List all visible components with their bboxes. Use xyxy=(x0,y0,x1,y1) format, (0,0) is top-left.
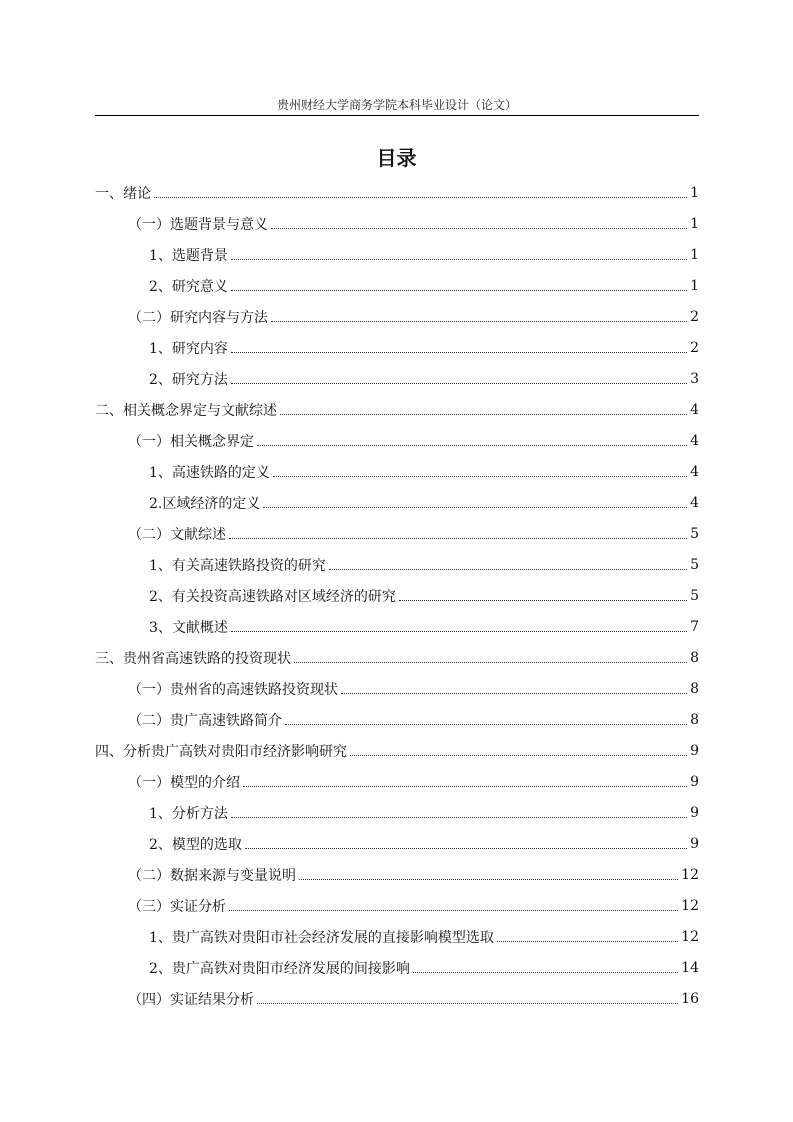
toc-entry-page: 1 xyxy=(690,184,699,201)
toc-entry-title: （二）研究内容与方法 xyxy=(128,309,268,326)
toc-entry-page: 9 xyxy=(690,742,699,759)
toc-entry[interactable] xyxy=(95,704,699,735)
toc-entry-title: （二）贵广高速铁路简介 xyxy=(128,712,282,729)
toc-entry-page: 14 xyxy=(681,959,699,976)
toc-entry-title: 二、相关概念界定与文献综述 xyxy=(95,402,277,419)
toc-leader-dots xyxy=(231,630,687,632)
toc-entry-page: 9 xyxy=(690,804,699,821)
toc-entry[interactable] xyxy=(95,828,699,859)
toc-leader-dots xyxy=(280,413,687,415)
toc-entry[interactable] xyxy=(95,890,699,921)
toc-leader-dots xyxy=(154,196,687,198)
toc-entry-page: 4 xyxy=(690,432,699,449)
toc-entry[interactable] xyxy=(95,921,699,952)
toc-entry[interactable] xyxy=(95,549,699,580)
toc-entry[interactable] xyxy=(95,952,699,983)
toc-entry-title: （一）选题背景与意义 xyxy=(128,216,268,233)
toc-entry-page: 12 xyxy=(681,866,699,883)
toc-leader-dots xyxy=(271,320,687,322)
toc-entry-page: 9 xyxy=(690,835,699,852)
toc-leader-dots xyxy=(229,537,687,539)
toc-entry[interactable] xyxy=(95,611,699,642)
toc-leader-dots xyxy=(497,940,678,942)
header-divider xyxy=(95,115,699,116)
toc-entry-page: 3 xyxy=(690,370,699,387)
toc-entry-page: 5 xyxy=(690,525,699,542)
toc-leader-dots xyxy=(341,692,687,694)
toc-entry[interactable] xyxy=(95,766,699,797)
toc-entry-title: （一）相关概念界定 xyxy=(128,433,254,450)
toc-entry-page: 12 xyxy=(681,928,699,945)
toc-entry-title: 2、贵广高铁对贵阳市经济发展的间接影响 xyxy=(149,960,410,977)
toc-entry-title: 2、研究方法 xyxy=(149,371,228,388)
toc-leader-dots xyxy=(231,382,687,384)
toc-entry[interactable] xyxy=(95,270,699,301)
toc-leader-dots xyxy=(243,785,687,787)
toc-entry-title: 2、有关投资高速铁路对区域经济的研究 xyxy=(149,588,396,605)
toc-leader-dots xyxy=(257,1002,678,1004)
toc-entry-page: 12 xyxy=(681,897,699,914)
toc-leader-dots xyxy=(231,289,687,291)
toc-leader-dots xyxy=(285,723,687,725)
toc-entry[interactable] xyxy=(95,859,699,890)
toc-entry-page: 5 xyxy=(690,587,699,604)
toc-leader-dots xyxy=(257,444,687,446)
toc-entry-page: 1 xyxy=(690,246,699,263)
toc-entry-title: 3、文献概述 xyxy=(149,619,228,636)
toc-entry[interactable] xyxy=(95,797,699,828)
toc-entry[interactable] xyxy=(95,332,699,363)
toc-entry-page: 16 xyxy=(681,990,699,1007)
toc-entry-title: （一）贵州省的高速铁路投资现状 xyxy=(128,681,338,698)
toc-title: 目录 xyxy=(376,146,417,170)
toc-leader-dots xyxy=(229,909,678,911)
toc-entry[interactable] xyxy=(95,983,699,1014)
toc-entry-title: （四）实证结果分析 xyxy=(128,991,254,1008)
toc-entry[interactable] xyxy=(95,363,699,394)
toc-entry-page: 1 xyxy=(690,277,699,294)
toc-leader-dots xyxy=(299,878,678,880)
table-of-contents xyxy=(95,177,699,1014)
toc-leader-dots xyxy=(263,506,687,508)
toc-entry-title: 2、模型的选取 xyxy=(149,836,242,853)
toc-entry-title: 1、有关高速铁路投资的研究 xyxy=(149,557,326,574)
toc-entry-title: 1、分析方法 xyxy=(149,805,228,822)
toc-leader-dots xyxy=(231,351,687,353)
toc-entry-page: 1 xyxy=(690,215,699,232)
toc-entry[interactable] xyxy=(95,239,699,270)
toc-entry-page: 2 xyxy=(690,339,699,356)
toc-entry[interactable] xyxy=(95,425,699,456)
toc-entry-title: （三）实证分析 xyxy=(128,898,226,915)
toc-entry[interactable] xyxy=(95,642,699,673)
toc-entry[interactable] xyxy=(95,673,699,704)
toc-entry-page: 7 xyxy=(690,618,699,635)
toc-leader-dots xyxy=(245,847,687,849)
toc-leader-dots xyxy=(231,816,687,818)
toc-entry-title: 一、绪论 xyxy=(95,185,151,202)
toc-entry-title: 2、研究意义 xyxy=(149,278,228,295)
toc-leader-dots xyxy=(413,971,678,973)
page-header: 贵州财经大学商务学院本科毕业设计（论文） xyxy=(276,98,517,112)
toc-entry-title: 1、贵广高铁对贵阳市社会经济发展的直接影响模型选取 xyxy=(149,929,494,946)
toc-leader-dots xyxy=(329,568,687,570)
toc-leader-dots xyxy=(399,599,687,601)
toc-entry-page: 4 xyxy=(690,494,699,511)
toc-entry[interactable] xyxy=(95,518,699,549)
toc-entry-page: 2 xyxy=(690,308,699,325)
toc-entry[interactable] xyxy=(95,580,699,611)
toc-leader-dots xyxy=(294,661,687,663)
toc-entry-title: 2.区域经济的定义 xyxy=(149,495,261,512)
toc-entry-page: 5 xyxy=(690,556,699,573)
toc-entry-title: 三、贵州省高速铁路的投资现状 xyxy=(95,650,291,667)
toc-entry-title: 1、选题背景 xyxy=(149,247,228,264)
toc-entry-title: 1、研究内容 xyxy=(149,340,228,357)
toc-entry[interactable] xyxy=(95,177,699,208)
toc-entry-page: 8 xyxy=(690,680,699,697)
toc-leader-dots xyxy=(273,475,687,477)
toc-entry-title: （二）数据来源与变量说明 xyxy=(128,867,296,884)
toc-leader-dots xyxy=(350,754,687,756)
toc-entry-page: 4 xyxy=(690,401,699,418)
toc-entry-page: 4 xyxy=(690,463,699,480)
toc-entry-title: 1、高速铁路的定义 xyxy=(149,464,270,481)
toc-leader-dots xyxy=(271,227,687,229)
toc-entry-title: 四、分析贵广高铁对贵阳市经济影响研究 xyxy=(95,743,347,760)
toc-entry[interactable] xyxy=(95,735,699,766)
toc-entry-page: 9 xyxy=(690,773,699,790)
toc-leader-dots xyxy=(231,258,687,260)
toc-entry[interactable] xyxy=(95,208,699,239)
toc-entry-title: （一）模型的介绍 xyxy=(128,774,240,791)
toc-entry-page: 8 xyxy=(690,649,699,666)
toc-entry[interactable] xyxy=(95,301,699,332)
toc-entry[interactable] xyxy=(95,394,699,425)
toc-entry[interactable] xyxy=(95,487,699,518)
toc-entry-title: （二）文献综述 xyxy=(128,526,226,543)
toc-entry-page: 8 xyxy=(690,711,699,728)
toc-entry[interactable] xyxy=(95,456,699,487)
